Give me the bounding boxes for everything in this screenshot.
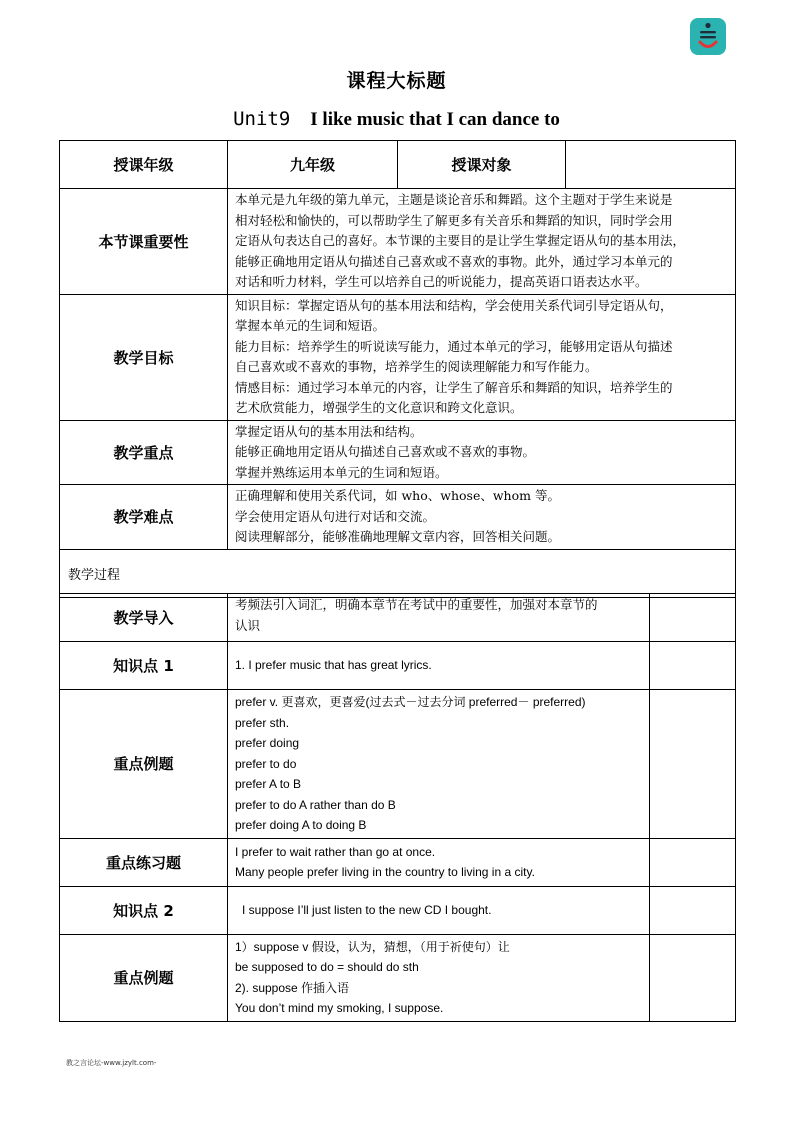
- lesson-info-table: [59, 140, 736, 598]
- kp2-label: 知识点 2: [60, 886, 228, 934]
- key-points-label: 教学重点: [60, 420, 228, 485]
- unit-subtitle: [0, 108, 793, 131]
- text-line: 认识: [235, 617, 261, 633]
- process-row: [60, 549, 736, 597]
- empty-cell: [650, 838, 736, 886]
- difficulties-text: [228, 485, 736, 550]
- kp2-row: [60, 886, 736, 934]
- text-line: prefer A to B: [235, 777, 302, 791]
- empty-cell: [650, 886, 736, 934]
- text-line: prefer doing: [235, 736, 300, 750]
- unit-title: I like music that I can dance to: [310, 109, 560, 130]
- text-line: 能够正确地用定语从句描述自己喜欢或不喜欢的事物。此外，通过学习本单元的: [235, 253, 673, 269]
- text-line: 掌握并熟练运用本单元的生词和短语。: [235, 464, 448, 480]
- text-line: 对话和听力材料，学生可以培养自己的听说能力，提高英语口语表达水平。: [235, 274, 648, 289]
- intro-label: 教学导入: [60, 594, 228, 642]
- text-line: prefer sth.: [235, 715, 290, 730]
- text-line: Many people prefer living in the country to living in a city.: [235, 865, 535, 879]
- text-line: 定语从句表达自己的喜好。本节课的主要目的是让学生掌握定语从句的基本用法，: [235, 233, 686, 248]
- text-line: prefer to do: [235, 756, 297, 771]
- objectives-row: [60, 294, 736, 420]
- text-line: 艺术欣赏能力，增强学生的文化意识和跨文化意识。: [235, 400, 523, 415]
- text-line: 能够正确地用定语从句描述自己喜欢或不喜欢的事物。: [235, 444, 536, 459]
- process-label: 教学过程: [60, 549, 736, 597]
- empty-cell: [650, 594, 736, 642]
- text-line: 能力目标：培养学生的听说读写能力，通过本单元的学习，能够用定语从句描述: [235, 338, 673, 354]
- empty-cell: [650, 690, 736, 839]
- key-points-text: [228, 420, 736, 485]
- text-line: 相对轻松和愉快的，可以帮助学生了解更多有关音乐和舞蹈的知识，同时学会用: [235, 212, 673, 228]
- kp1-text: 1. I prefer music that has great lyrics.: [228, 642, 650, 690]
- page-title: 课程大标题: [346, 70, 447, 92]
- text-line: prefer to do A rather than do B: [235, 797, 396, 812]
- example1-label: 重点例题: [60, 690, 228, 839]
- audience-label: 授课对象: [398, 141, 566, 189]
- text-line: 1）suppose v 假设，认为，猜想，（用于祈使句）让: [235, 939, 510, 954]
- text-line: 自己喜欢或不喜欢的事物，培养学生的阅读理解能力和写作能力。: [235, 359, 598, 374]
- text-line: prefer v. 更喜欢，更喜爱(过去式－过去分词 preferred－ preferred): [235, 695, 586, 709]
- process-table: [59, 593, 736, 1022]
- text-line: 掌握本单元的生词和短语。: [235, 318, 386, 333]
- unit-label: Unit9: [233, 108, 291, 130]
- smile-logo-icon: [690, 18, 726, 55]
- text-line: 知识目标：掌握定语从句的基本用法和结构，学会使用关系代词引导定语从句，: [235, 297, 673, 313]
- key-points-row: [60, 420, 736, 485]
- difficulties-label: 教学难点: [60, 485, 228, 550]
- intro-text: [228, 594, 650, 642]
- objectives-label: 教学目标: [60, 294, 228, 420]
- example2-text: [228, 934, 650, 1021]
- empty-cell: [650, 642, 736, 690]
- grade-label: 授课年级: [60, 141, 228, 189]
- text-line: 学会使用定语从句进行对话和交流。: [235, 508, 436, 524]
- text-line: 情感目标：通过学习本单元的内容，让学生了解音乐和舞蹈的知识，培养学生的: [235, 379, 673, 395]
- kp1-row: [60, 642, 736, 690]
- practice-label: 重点练习题: [60, 838, 228, 886]
- difficulties-row: [60, 485, 736, 550]
- example1-text: [228, 690, 650, 839]
- grade-row: [60, 141, 736, 189]
- empty-cell: [650, 934, 736, 1021]
- grade-value: 九年级: [228, 141, 398, 189]
- example1-row: [60, 690, 736, 839]
- text-line: 阅读理解部分，能够准确地理解文章内容，回答相关问题。: [235, 529, 561, 544]
- text-line: 本单元是九年级的第九单元，主题是谈论音乐和舞蹈。这个主题对于学生来说是: [235, 192, 673, 207]
- text-line: 考频法引入词汇，明确本章节在考试中的重要性，加强对本章节的: [235, 597, 598, 612]
- text-line: 2). suppose 作插入语: [235, 980, 350, 995]
- text-line: 掌握定语从句的基本用法和结构。: [235, 423, 423, 439]
- text-line: be supposed to do = should do sth: [235, 960, 419, 974]
- text-line: You don’t mind my smoking, I suppose.: [235, 1001, 444, 1015]
- objectives-text: [228, 294, 736, 420]
- text-line: 正确理解和使用关系代词，如 who、whose、whom 等。: [235, 488, 560, 503]
- audience-value: [566, 141, 736, 189]
- intro-row: [60, 594, 736, 642]
- kp2-text: I suppose I’ll just listen to the new CD I bought.: [228, 886, 650, 934]
- kp1-label: 知识点 1: [60, 642, 228, 690]
- example2-row: [60, 934, 736, 1021]
- footer-text: 教之言论坛-www.jzylt.com-: [66, 1059, 157, 1067]
- practice-text: [228, 838, 650, 886]
- text-line: I prefer to wait rather than go at once.: [235, 844, 436, 859]
- text-line: prefer doing A to doing B: [235, 818, 367, 832]
- example2-label: 重点例题: [60, 934, 228, 1021]
- practice-row: [60, 838, 736, 886]
- importance-text: [228, 189, 736, 295]
- importance-row: [60, 189, 736, 295]
- importance-label: 本节课重要性: [60, 189, 228, 295]
